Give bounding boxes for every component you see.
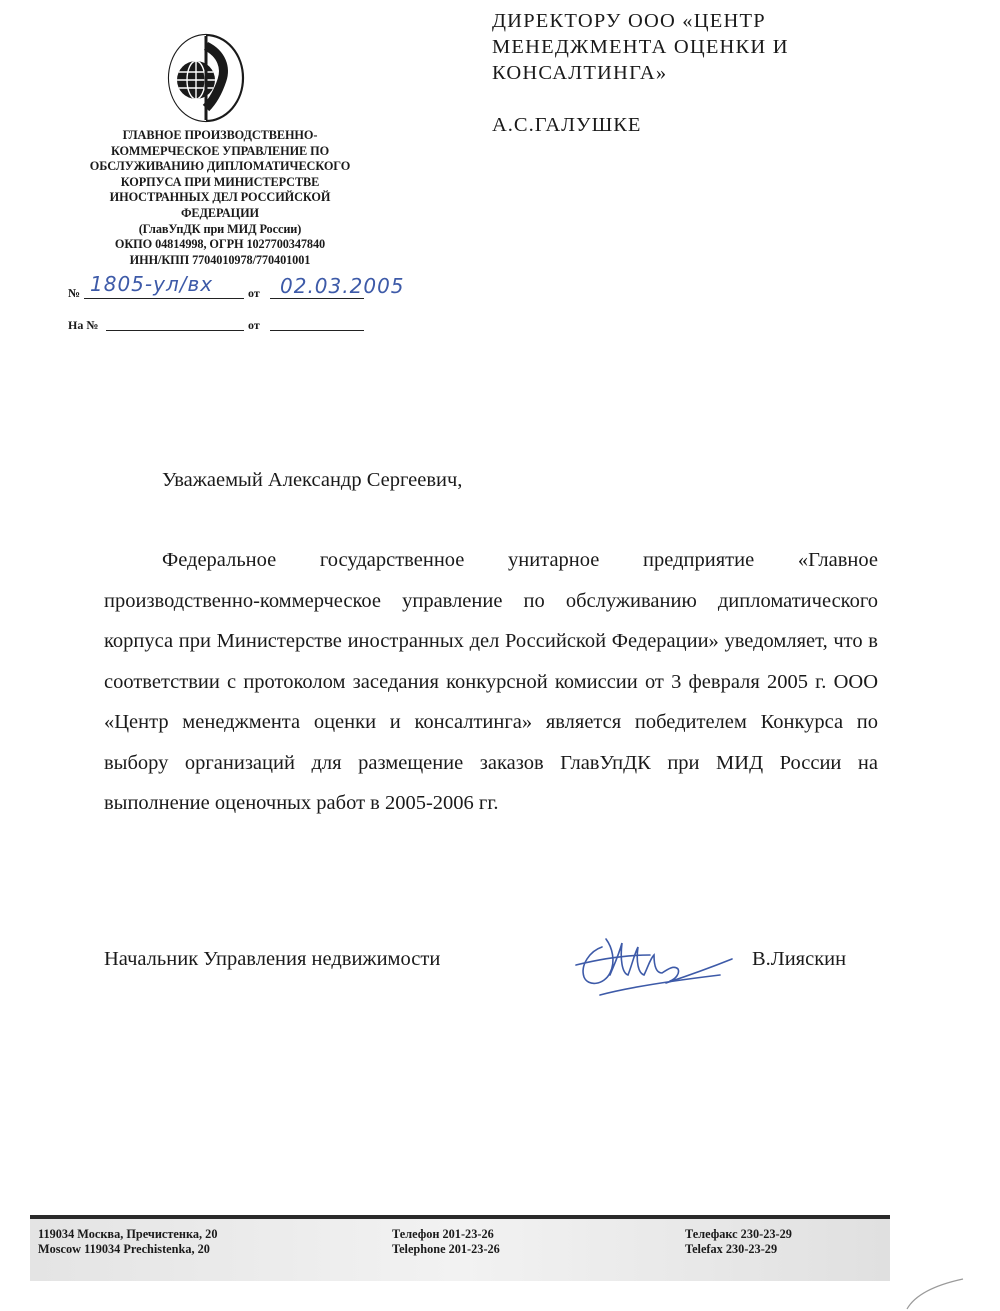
date-label: от [248,286,260,300]
signer-title: Начальник Управления недвижимости [104,948,441,970]
org-line: ФЕДЕРАЦИИ [180,205,260,220]
number-underline [84,298,244,299]
footer-address-en: Moscow 119034 Prechistenka, 20 [38,1242,210,1256]
addressee-block [492,8,789,86]
reply-date-underline [270,330,364,331]
org-line: ОБСЛУЖИВАНИЮ ДИПЛОМАТИЧЕСКОГО [89,159,351,174]
signer-name: В.Лияскин [752,948,847,970]
addressee-line: КОНСАЛТИНГА» [492,62,668,84]
org-line: ГЛАВНОЕ ПРОИЗВОДСТВЕННО- [122,128,318,142]
org-line: ИНОСТРАННЫХ ДЕЛ РОССИЙСКОЙ [109,190,331,205]
footer-address-ru: 119034 Москва, Пречистенка, 20 [38,1227,218,1241]
scan-mark-icon [905,1275,965,1311]
footer-phone-en: Telephone 201-23-26 [392,1242,500,1256]
letterhead-organization [50,128,390,268]
handwritten-signature [570,925,740,1000]
addressee-line: ДИРЕКТОРУ ООО «ЦЕНТР [492,10,766,32]
globe-emblem-icon [166,32,246,124]
footer-band [30,1219,890,1281]
footer-fax-en: Telefax 230-23-29 [685,1242,778,1256]
salutation: Уважаемый Александр Сергеевич, [162,469,463,491]
org-line: ИНН/КПП 7704010978/770401001 [129,252,311,267]
addressee-name: А.С.ГАЛУШКЕ [492,114,642,136]
footer-fax-ru: Телефакс 230-23-29 [685,1227,792,1241]
date-underline [270,298,364,299]
outgoing-date: 02.03.2005 [280,274,405,298]
org-line: (ГлавУпДК при МИД России) [138,221,302,236]
reply-number-label: На № [68,318,99,332]
number-label: № [68,286,81,300]
letter-body: Федеральное государственное унитарное предприятие «Главное производственно-коммерческое управление по обслуживанию дипломатического корпуса при Министерстве иностранных дел Российской Федерации» уведомляет, что в соответствии с протоколом заседания конкурсной комиссии от 3 февраля 2005 г. ООО «Центр менеджмента оценки и консалтинга» является победителем Конкурса по выбору организаций для размещение заказов ГлавУпДК при МИД России на выполнение оценочных работ в 2005-2006 гг. [104,549,878,814]
reply-date-label: от [248,318,260,332]
footer-phone-ru: Телефон 201-23-26 [392,1227,494,1241]
outgoing-number: 1805-ул/вх [90,272,214,296]
org-line: КОММЕРЧЕСКОЕ УПРАВЛЕНИЕ ПО [110,143,330,158]
org-line: КОРПУСА ПРИ МИНИСТЕРСТВЕ [120,174,320,189]
addressee-line: МЕНЕДЖМЕНТА ОЦЕНКИ И [492,36,789,58]
reply-number-underline [106,330,244,331]
org-line: ОКПО 04814998, ОГРН 1027700347840 [114,237,326,252]
